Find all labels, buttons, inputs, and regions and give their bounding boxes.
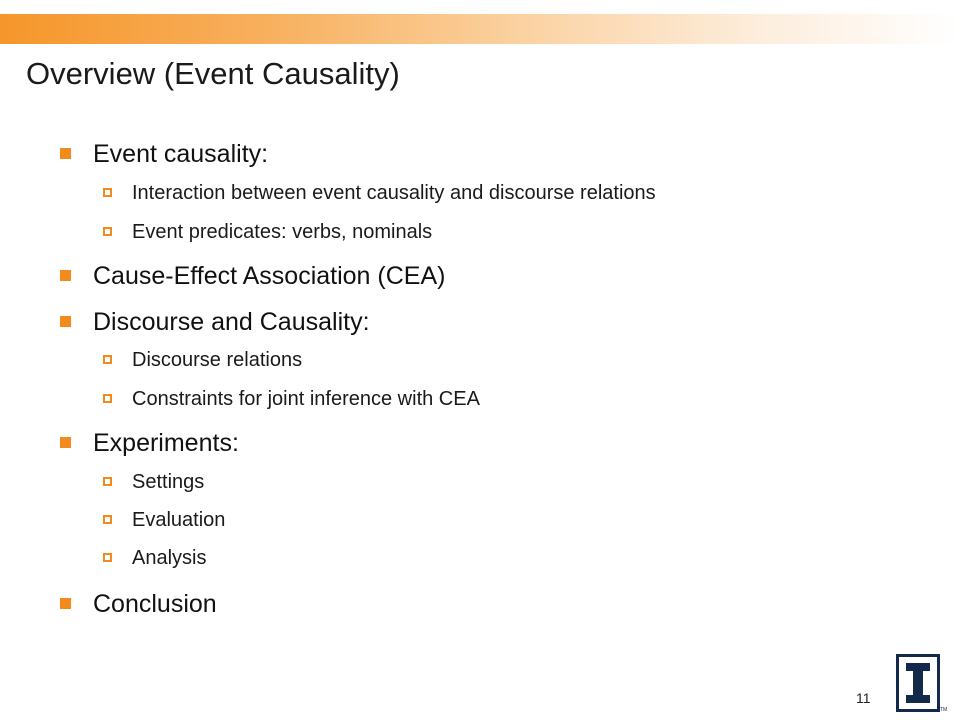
hollow-square-bullet-icon — [103, 355, 112, 364]
sub-bullet-text: Analysis — [132, 547, 207, 569]
university-block-i-logo-icon — [896, 654, 946, 712]
bullet-item — [60, 308, 370, 337]
sub-bullet-item — [103, 471, 204, 494]
sub-bullet-text: Evaluation — [132, 509, 226, 531]
sub-bullet-item — [103, 509, 225, 532]
bullet-text: Experiments: — [93, 429, 239, 457]
sub-bullet-text: Constraints for joint inference with CEA — [132, 388, 480, 410]
hollow-square-bullet-icon — [103, 188, 112, 197]
hollow-square-bullet-icon — [103, 477, 112, 486]
sub-bullet-item — [103, 388, 480, 411]
filled-square-bullet-icon — [60, 437, 71, 448]
bullet-text: Cause-Effect Association (CEA) — [93, 262, 446, 290]
bullet-text: Event causality: — [93, 140, 269, 168]
slide-title: Overview (Event Causality) — [26, 56, 400, 91]
sub-bullet-item — [103, 349, 302, 372]
hollow-square-bullet-icon — [103, 515, 112, 524]
sub-bullet-item — [103, 221, 432, 244]
filled-square-bullet-icon — [60, 316, 71, 327]
sub-bullet-text: Event predicates: verbs, nominals — [132, 221, 433, 243]
hollow-square-bullet-icon — [103, 553, 112, 562]
hollow-square-bullet-icon — [103, 227, 112, 236]
bullet-item — [60, 590, 217, 619]
bullet-text: Discourse and Causality: — [93, 308, 370, 336]
filled-square-bullet-icon — [60, 270, 71, 281]
sub-bullet-text: Interaction between event causality and discourse relations — [132, 182, 656, 204]
sub-bullet-text: Discourse relations — [132, 349, 303, 371]
bullet-item — [60, 429, 239, 458]
filled-square-bullet-icon — [60, 148, 71, 159]
sub-bullet-item — [103, 182, 656, 205]
sub-bullet-text: Settings — [132, 471, 205, 493]
filled-square-bullet-icon — [60, 598, 71, 609]
bullet-text: Conclusion — [93, 590, 217, 618]
bullet-item — [60, 262, 445, 291]
hollow-square-bullet-icon — [103, 394, 112, 403]
sub-bullet-item — [103, 547, 206, 570]
page-number: 11 — [856, 690, 871, 706]
logo-trademark: TM — [940, 707, 948, 713]
bullet-item — [60, 140, 268, 169]
